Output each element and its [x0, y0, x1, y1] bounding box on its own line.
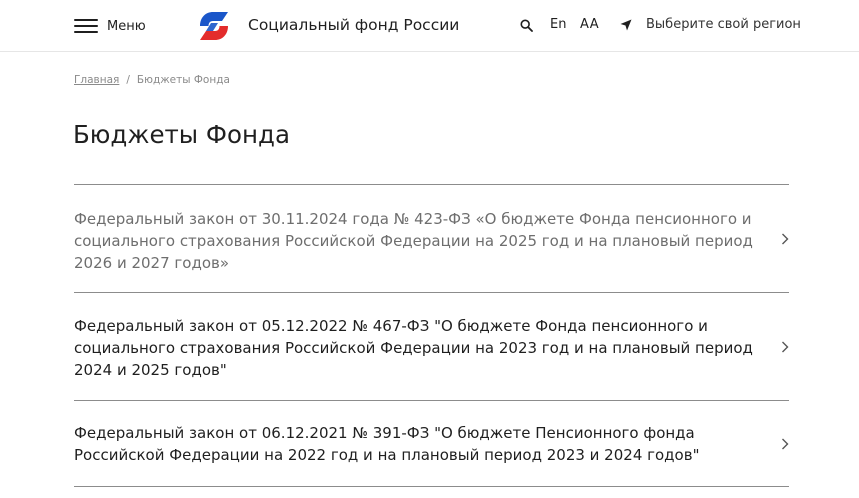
chevron-right-icon: [781, 341, 789, 353]
document-link-text[interactable]: Федеральный закон от 30.11.2024 года № 423-ФЗ «О бюджете Фонда пенсионного и социального страхования Российской Федерации на 2025 год и на плановый период 2026 и 2027 годов»: [74, 210, 753, 272]
page-title: Бюджеты Фонда: [73, 120, 290, 149]
brand-name[interactable]: Социальный фонд России: [248, 16, 460, 34]
breadcrumb-home-link[interactable]: Главная: [74, 74, 120, 86]
chevron-right-icon: [781, 233, 789, 245]
menu-button[interactable]: [74, 16, 146, 36]
region-select-button[interactable]: [620, 17, 801, 32]
menu-label: Меню: [107, 18, 146, 34]
document-list-item[interactable]: [74, 184, 789, 292]
region-label: Выберите свой регион: [646, 17, 801, 32]
document-list: [74, 184, 789, 487]
chevron-right-icon: [781, 438, 789, 450]
breadcrumb: [74, 74, 230, 86]
hamburger-icon: [74, 19, 98, 33]
breadcrumb-current: Бюджеты Фонда: [136, 74, 230, 86]
font-size-button[interactable]: AA: [580, 17, 600, 32]
search-icon[interactable]: [520, 19, 533, 32]
sfr-logo-icon[interactable]: [194, 8, 234, 44]
document-list-item[interactable]: [74, 292, 789, 400]
language-switch-button[interactable]: En: [550, 17, 567, 32]
document-link-text[interactable]: Федеральный закон от 06.12.2021 № 391-ФЗ "О бюджете Пенсионного фонда Российской Федерации на 2022 год и на плановый период 2023 и 2024 годов": [74, 424, 700, 464]
document-link-text[interactable]: Федеральный закон от 05.12.2022 № 467-ФЗ "О бюджете Фонда пенсионного и социального страхования Российской Федерации на 2023 год и на плановый период 2024 и 2025 годов": [74, 317, 753, 379]
document-list-item[interactable]: [74, 400, 789, 487]
breadcrumb-separator: /: [126, 74, 130, 86]
site-header: [0, 0, 859, 52]
location-arrow-icon: [620, 19, 632, 31]
